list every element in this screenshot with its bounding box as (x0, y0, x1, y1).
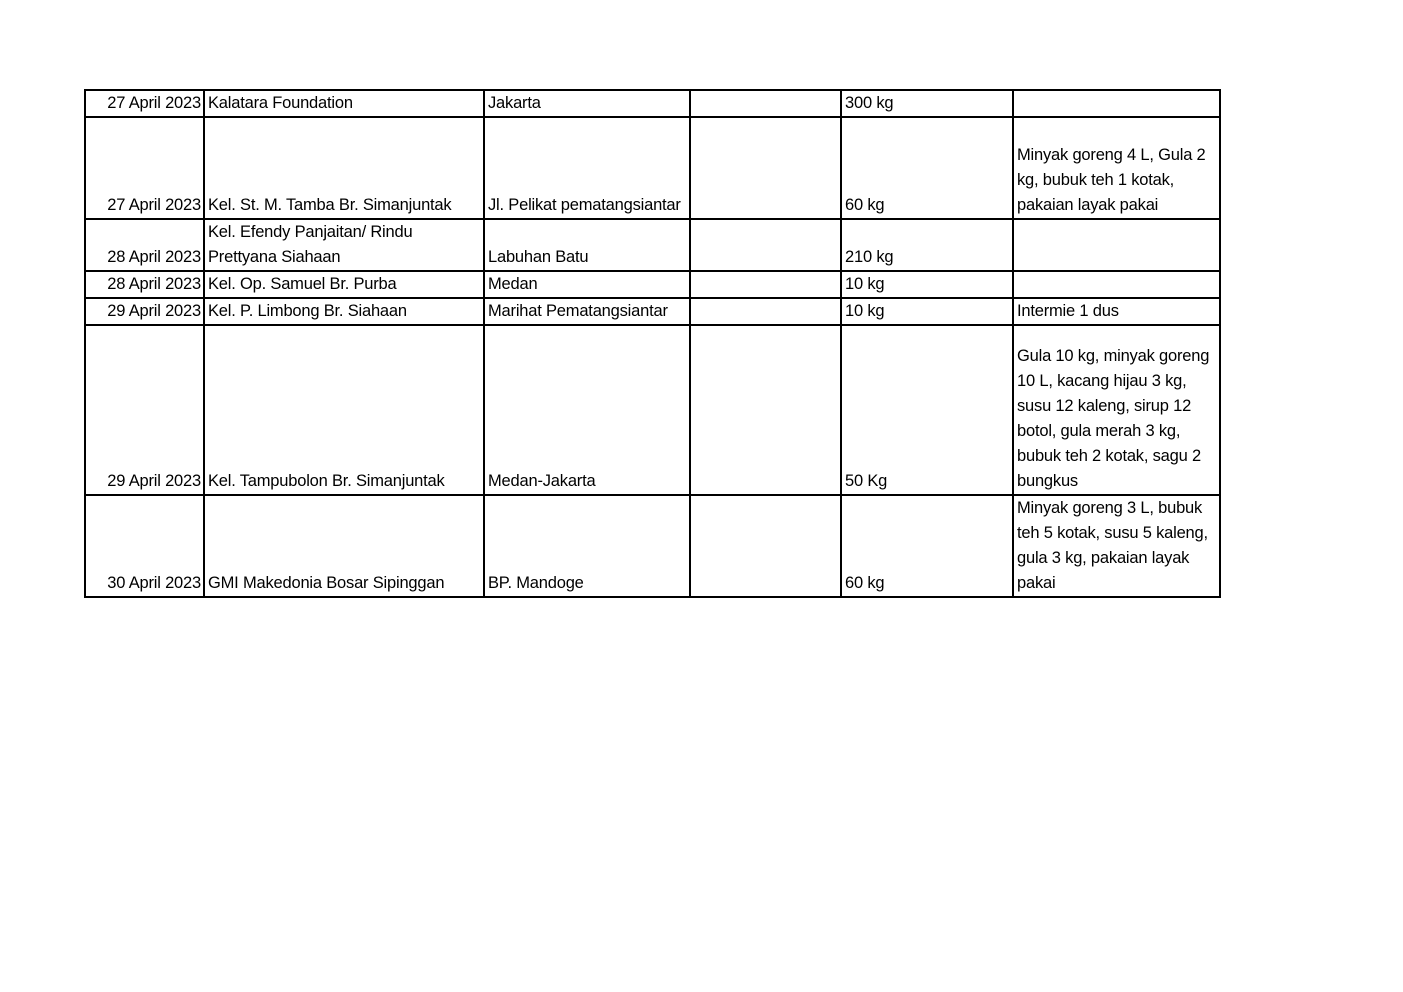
name-cell: Kel. Tampubolon Br. Simanjuntak (204, 325, 484, 495)
empty-cell (690, 219, 841, 271)
location-cell: BP. Mandoge (484, 495, 690, 597)
name-cell: Kel. Efendy Panjaitan/ Rindu Prettyana Siahaan (204, 219, 484, 271)
location-cell: Labuhan Batu (484, 219, 690, 271)
weight-cell: 10 kg (841, 271, 1013, 298)
weight-cell: 300 kg (841, 90, 1013, 117)
name-cell: Kel. P. Limbong Br. Siahaan (204, 298, 484, 325)
name-cell: GMI Makedonia Bosar Sipinggan (204, 495, 484, 597)
notes-cell (1013, 219, 1220, 271)
date-cell: 30 April 2023 (85, 495, 204, 597)
notes-cell (1013, 90, 1220, 117)
notes-cell: Intermie 1 dus (1013, 298, 1220, 325)
name-cell: Kalatara Foundation (204, 90, 484, 117)
date-cell: 29 April 2023 (85, 298, 204, 325)
table-row (85, 495, 1220, 597)
date-cell: 28 April 2023 (85, 219, 204, 271)
empty-cell (690, 90, 841, 117)
weight-cell: 60 kg (841, 495, 1013, 597)
table-row (85, 219, 1220, 271)
weight-cell: 60 kg (841, 117, 1013, 219)
table-row (85, 117, 1220, 219)
weight-cell: 210 kg (841, 219, 1013, 271)
location-cell: Jakarta (484, 90, 690, 117)
empty-cell (690, 325, 841, 495)
name-cell: Kel. Op. Samuel Br. Purba (204, 271, 484, 298)
date-cell: 28 April 2023 (85, 271, 204, 298)
location-cell: Marihat Pematangsiantar (484, 298, 690, 325)
date-cell: 27 April 2023 (85, 117, 204, 219)
table-row (85, 298, 1220, 325)
empty-cell (690, 117, 841, 219)
notes-cell: Minyak goreng 4 L, Gula 2 kg, bubuk teh 1 kotak, pakaian layak pakai (1013, 117, 1220, 219)
empty-cell (690, 495, 841, 597)
notes-cell (1013, 271, 1220, 298)
name-cell: Kel. St. M. Tamba Br. Simanjuntak (204, 117, 484, 219)
date-cell: 29 April 2023 (85, 325, 204, 495)
location-cell: Medan (484, 271, 690, 298)
empty-cell (690, 271, 841, 298)
location-cell: Jl. Pelikat pematangsiantar (484, 117, 690, 219)
weight-cell: 50 Kg (841, 325, 1013, 495)
empty-cell (690, 298, 841, 325)
notes-cell: Gula 10 kg, minyak goreng 10 L, kacang hijau 3 kg, susu 12 kaleng, sirup 12 botol, gula merah 3 kg, bubuk teh 2 kotak, sagu 2 bungkus (1013, 325, 1220, 495)
notes-cell: Minyak goreng 3 L, bubuk teh 5 kotak, susu 5 kaleng, gula 3 kg, pakaian layak pakai (1013, 495, 1220, 597)
date-cell: 27 April 2023 (85, 90, 204, 117)
donation-table (84, 89, 1221, 598)
location-cell: Medan-Jakarta (484, 325, 690, 495)
table-row (85, 90, 1220, 117)
table-row (85, 325, 1220, 495)
table-row (85, 271, 1220, 298)
weight-cell: 10 kg (841, 298, 1013, 325)
